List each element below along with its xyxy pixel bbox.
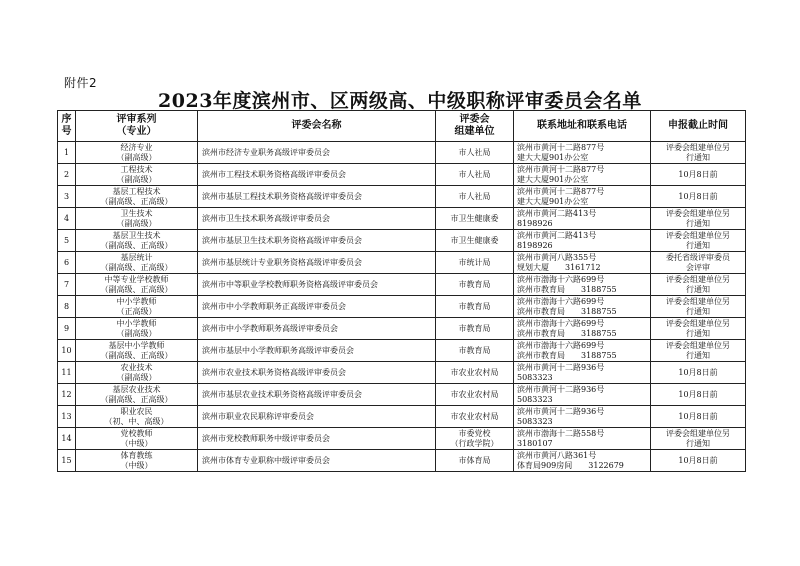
table-row xyxy=(58,340,746,362)
committee-name: 滨州市基层中小学教师职务高级评审委员会 xyxy=(198,340,436,362)
deadline: 评委会组建单位另 行通知 xyxy=(651,296,746,318)
review-series: 中小学教师 （副高级） xyxy=(76,318,198,340)
contact-info: 滨州市黄河十二路936号 5083323 xyxy=(514,362,651,384)
contact-info: 滨州市黄河十二路877号 建大大厦901办公室 xyxy=(514,164,651,186)
table-row xyxy=(58,164,746,186)
organizing-unit: 市卫生健康委 xyxy=(436,230,514,252)
organizing-unit: 市委党校 （行政学院） xyxy=(436,428,514,450)
deadline: 评委会组建单位另 行通知 xyxy=(651,142,746,164)
header-unit: 评委会 组建单位 xyxy=(436,111,514,142)
committee-name: 滨州市中小学教师职务高级评审委员会 xyxy=(198,318,436,340)
organizing-unit: 市农业农村局 xyxy=(436,362,514,384)
review-series: 基层中小学教师 （副高级、正高级） xyxy=(76,340,198,362)
page-title: 2023年度滨州市、区两级高、中级职称评审委员会名单 xyxy=(158,90,642,112)
header-num: 序 号 xyxy=(58,111,76,142)
row-number: 6 xyxy=(58,252,76,274)
table-row xyxy=(58,252,746,274)
row-number: 8 xyxy=(58,296,76,318)
contact-info: 滨州市渤海十六路699号 滨州市教育局 3188755 xyxy=(514,340,651,362)
row-number: 7 xyxy=(58,274,76,296)
table-row xyxy=(58,186,746,208)
review-series: 基层农业技术 （副高级、正高级） xyxy=(76,384,198,406)
contact-info: 滨州市黄河十二路936号 5083323 xyxy=(514,384,651,406)
review-series: 职业农民 （初、中、高级） xyxy=(76,406,198,428)
deadline: 评委会组建单位另 行通知 xyxy=(651,208,746,230)
organizing-unit: 市人社局 xyxy=(436,164,514,186)
row-number: 4 xyxy=(58,208,76,230)
table-row xyxy=(58,274,746,296)
table-row xyxy=(58,318,746,340)
row-number: 13 xyxy=(58,406,76,428)
row-number: 5 xyxy=(58,230,76,252)
table-row xyxy=(58,142,746,164)
committee-name: 滨州市农业技术职务资格高级评审委员会 xyxy=(198,362,436,384)
organizing-unit: 市农业农村局 xyxy=(436,384,514,406)
organizing-unit: 市卫生健康委 xyxy=(436,208,514,230)
table-row xyxy=(58,362,746,384)
committee-name: 滨州市职业农民职称评审委员会 xyxy=(198,406,436,428)
committee-name: 滨州市基层卫生技术职务资格高级评审委员会 xyxy=(198,230,436,252)
review-series: 农业技术 （副高级） xyxy=(76,362,198,384)
table-row xyxy=(58,428,746,450)
contact-info: 滨州市黄河十二路936号 5083323 xyxy=(514,406,651,428)
committee-name: 滨州市卫生技术职务高级评审委员会 xyxy=(198,208,436,230)
deadline: 10月8日前 xyxy=(651,164,746,186)
organizing-unit: 市人社局 xyxy=(436,186,514,208)
table-header-row xyxy=(58,111,746,142)
committee-name: 滨州市党校教师职务中级评审委员会 xyxy=(198,428,436,450)
deadline: 评委会组建单位另 行通知 xyxy=(651,274,746,296)
deadline: 评委会组建单位另 行通知 xyxy=(651,340,746,362)
contact-info: 滨州市黄河十二路877号 建大大厦901办公室 xyxy=(514,186,651,208)
review-series: 工程技术 （副高级） xyxy=(76,164,198,186)
organizing-unit: 市人社局 xyxy=(436,142,514,164)
contact-info: 滨州市黄河二路413号 8198926 xyxy=(514,230,651,252)
table-row xyxy=(58,384,746,406)
deadline: 10月8日前 xyxy=(651,186,746,208)
organizing-unit: 市教育局 xyxy=(436,296,514,318)
deadline: 10月8日前 xyxy=(651,384,746,406)
organizing-unit: 市统计局 xyxy=(436,252,514,274)
review-series: 体育教练 （中级） xyxy=(76,450,198,472)
committee-name: 滨州市基层农业技术职务资格高级评审委员会 xyxy=(198,384,436,406)
committee-name: 滨州市经济专业职务高级评审委员会 xyxy=(198,142,436,164)
table-row xyxy=(58,296,746,318)
row-number: 15 xyxy=(58,450,76,472)
contact-info: 滨州市渤海十六路699号 滨州市教育局 3188755 xyxy=(514,318,651,340)
committee-name: 滨州市中小学教师职务正高级评审委员会 xyxy=(198,296,436,318)
contact-info: 滨州市渤海十二路558号 3180107 xyxy=(514,428,651,450)
contact-info: 滨州市黄河八路361号 体育局909房间 3122679 xyxy=(514,450,651,472)
row-number: 14 xyxy=(58,428,76,450)
review-series: 中小学教师 （正高级） xyxy=(76,296,198,318)
organizing-unit: 市教育局 xyxy=(436,274,514,296)
review-series: 经济专业 （副高级） xyxy=(76,142,198,164)
review-series: 党校教师 （中级） xyxy=(76,428,198,450)
table-body xyxy=(58,142,746,472)
organizing-unit: 市教育局 xyxy=(436,318,514,340)
table-row xyxy=(58,406,746,428)
contact-info: 滨州市渤海十六路699号 滨州市教育局 3188755 xyxy=(514,274,651,296)
committee-name: 滨州市基层工程技术职务资格高级评审委员会 xyxy=(198,186,436,208)
organizing-unit: 市体育局 xyxy=(436,450,514,472)
deadline: 评委会组建单位另 行通知 xyxy=(651,318,746,340)
deadline: 10月8日前 xyxy=(651,362,746,384)
committee-table xyxy=(57,110,746,472)
committee-name: 滨州市基层统计专业职务资格高级评审委员会 xyxy=(198,252,436,274)
deadline: 评委会组建单位另 行通知 xyxy=(651,230,746,252)
row-number: 11 xyxy=(58,362,76,384)
contact-info: 滨州市黄河二路413号 8198926 xyxy=(514,208,651,230)
committee-name: 滨州市体育专业职称中级评审委员会 xyxy=(198,450,436,472)
organizing-unit: 市农业农村局 xyxy=(436,406,514,428)
row-number: 10 xyxy=(58,340,76,362)
contact-info: 滨州市黄河八路355号 规划大厦 3161712 xyxy=(514,252,651,274)
deadline: 评委会组建单位另 行通知 xyxy=(651,428,746,450)
review-series: 中等专业学校教师 （副高级、正高级） xyxy=(76,274,198,296)
review-series: 卫生技术 （副高级） xyxy=(76,208,198,230)
table-row xyxy=(58,208,746,230)
row-number: 1 xyxy=(58,142,76,164)
row-number: 9 xyxy=(58,318,76,340)
deadline: 委托省级评审委员 会评审 xyxy=(651,252,746,274)
committee-name: 滨州市工程技术职务资格高级评审委员会 xyxy=(198,164,436,186)
organizing-unit: 市教育局 xyxy=(436,340,514,362)
row-number: 12 xyxy=(58,384,76,406)
row-number: 3 xyxy=(58,186,76,208)
table-row xyxy=(58,230,746,252)
deadline: 10月8日前 xyxy=(651,406,746,428)
committee-name: 滨州市中等职业学校教师职务资格高级评审委员会 xyxy=(198,274,436,296)
attachment-label: 附件2 xyxy=(64,76,98,90)
header-committee: 评委会名称 xyxy=(198,111,436,142)
review-series: 基层卫生技术 （副高级、正高级） xyxy=(76,230,198,252)
review-series: 基层工程技术 （副高级、正高级） xyxy=(76,186,198,208)
contact-info: 滨州市渤海十六路699号 滨州市教育局 3188755 xyxy=(514,296,651,318)
deadline: 10月8日前 xyxy=(651,450,746,472)
header-contact: 联系地址和联系电话 xyxy=(514,111,651,142)
header-series: 评审系列 （专业） xyxy=(76,111,198,142)
header-deadline: 申报截止时间 xyxy=(651,111,746,142)
table-row xyxy=(58,450,746,472)
row-number: 2 xyxy=(58,164,76,186)
review-series: 基层统计 （副高级、正高级） xyxy=(76,252,198,274)
contact-info: 滨州市黄河十二路877号 建大大厦901办公室 xyxy=(514,142,651,164)
